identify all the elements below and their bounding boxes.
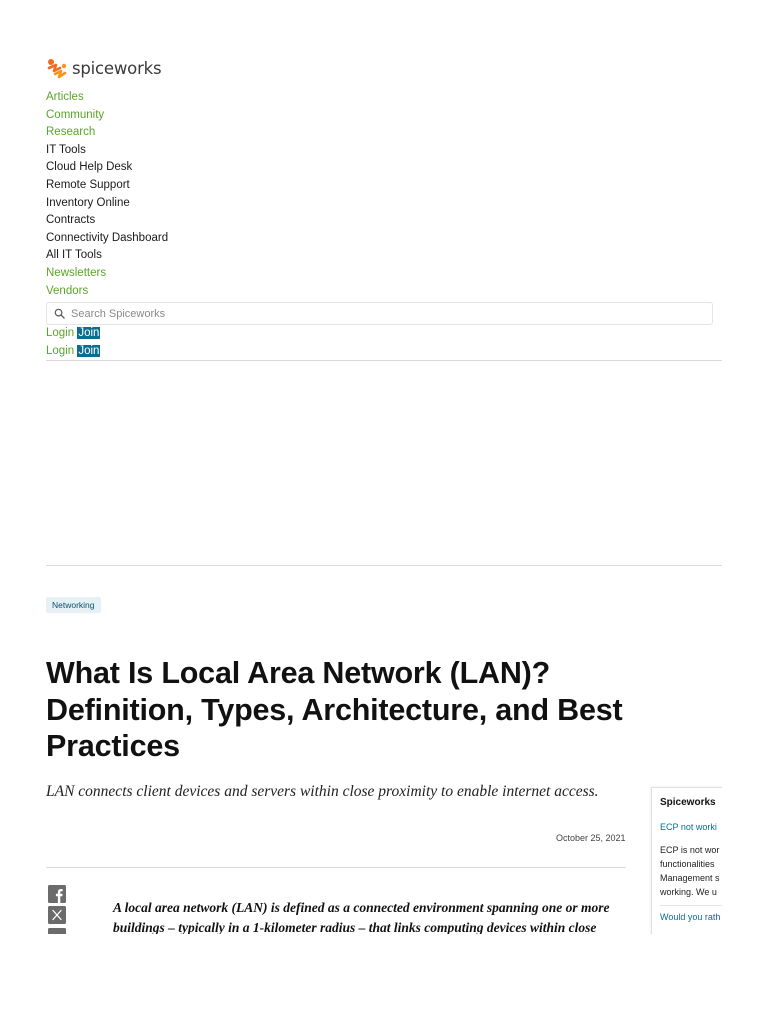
card-body-line: Management s xyxy=(660,873,720,883)
nav-remote-support[interactable]: Remote Support xyxy=(46,178,130,191)
spiceworks-logo[interactable] xyxy=(46,56,161,80)
article-subtitle: LAN connects client devices and servers within close proximity to enable internet access. xyxy=(46,783,599,800)
card-body-line: functionalities xyxy=(660,859,715,869)
card-body-line: working. We u xyxy=(660,887,717,897)
auth-links-1 xyxy=(46,326,100,340)
search-icon xyxy=(54,308,65,319)
linkedin-icon xyxy=(48,928,66,934)
auth-links-2 xyxy=(46,344,100,358)
join-button-mobile[interactable]: Join xyxy=(78,345,100,357)
nav-research[interactable]: Research xyxy=(46,126,96,139)
spiceworks-logo-icon xyxy=(46,57,68,79)
login-link-mobile[interactable]: Login xyxy=(46,345,75,357)
card-title: Spiceworks xyxy=(660,797,716,808)
nav-connectivity-dashboard[interactable]: Connectivity Dashboard xyxy=(46,231,169,244)
x-twitter-icon xyxy=(48,906,66,924)
nav-it-tools[interactable]: IT Tools xyxy=(46,143,86,156)
category-tag[interactable]: Networking xyxy=(46,597,101,613)
nav-newsletters[interactable]: Newsletters xyxy=(46,266,107,279)
share-linkedin[interactable] xyxy=(48,928,66,934)
search-box xyxy=(46,302,713,325)
page xyxy=(46,0,722,934)
nav-all-it-tools[interactable]: All IT Tools xyxy=(46,249,102,262)
header-divider xyxy=(46,360,722,361)
nav-community[interactable]: Community xyxy=(46,108,105,121)
sidebar-card xyxy=(651,787,722,934)
nav-vendors[interactable]: Vendors xyxy=(46,284,89,297)
article-title: What Is Local Area Network (LAN)? Definition, Types, Architecture, and Best Practices xyxy=(46,656,623,763)
article-intro: A local area network (LAN) is defined as a connected environment spanning one or more buildings – typically in a 1-kilometer radius – that links computing devices within close xyxy=(113,900,610,934)
nav-cloud-help-desk[interactable]: Cloud Help Desk xyxy=(46,161,133,174)
publish-date: October 25, 2021 xyxy=(556,833,626,843)
share-facebook[interactable] xyxy=(48,885,66,903)
login-link[interactable]: Login xyxy=(46,327,75,339)
search-input[interactable] xyxy=(71,303,691,324)
card-body xyxy=(660,843,722,899)
facebook-icon xyxy=(48,885,66,903)
main-nav xyxy=(46,89,168,300)
nav-inventory-online[interactable]: Inventory Online xyxy=(46,196,130,209)
card-divider xyxy=(660,905,722,906)
join-button[interactable]: Join xyxy=(78,327,100,339)
share-x[interactable] xyxy=(48,906,66,924)
nav-articles[interactable]: Articles xyxy=(46,91,84,103)
logo-wordmark: spiceworks xyxy=(72,58,162,78)
card-link-would-you[interactable]: Would you rath xyxy=(660,912,721,922)
meta-divider xyxy=(46,867,626,868)
card-body-line: ECP is not wor xyxy=(660,845,720,855)
ad-divider xyxy=(46,565,722,566)
nav-contracts[interactable]: Contracts xyxy=(46,214,96,227)
card-link-ecp[interactable]: ECP not worki xyxy=(660,822,717,832)
